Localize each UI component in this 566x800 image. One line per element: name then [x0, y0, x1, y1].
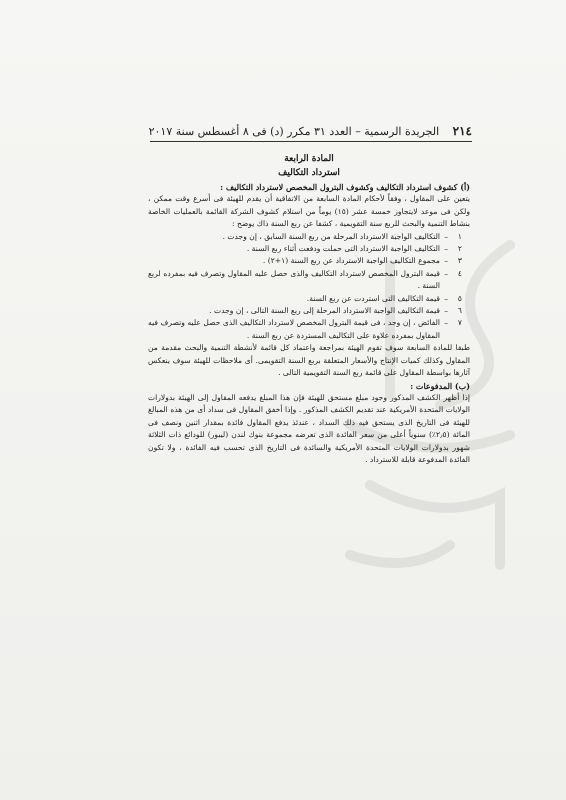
item-text: مجموع التكاليف الواجبة الاسترداد عن ربع السنة (١+٢) . — [262, 256, 440, 266]
article-subtitle: استرداد التكاليف — [278, 168, 340, 178]
section-b-heading: (ب) المدفوعات : — [410, 380, 470, 391]
list-item: ٦ – قيمة التكاليف الواجبة الاسترداد المرحلة إلى ربع السنة التالى ، إن وجدت . — [148, 305, 462, 317]
section-b-text: إذا أظهر الكشف المذكور وجود مبلغ مستحق للهيئة فإن هذا المبلغ يدفعه المقاول إلى الهيئة بدولارات الولايات المتحدة الأمريكية عند تقديم الكشف المذكور . وإذا أخفق المقاول فى سداد أى من هذه المبالغ للهيئة فى التاريخ الذى يستحق فيه ذلك السداد ، عندئذ يدفع المقاول فائدة بمقدار اثنين ونصف فى المائة (٢٫٥٪) سنوياً أعلى من سعر الفائدة الذى تعرضه مجموعة بنوك لندن (ليبور) للودائع ذات الثلاثة شهور بدولارات الولايات المتحدة الأمريكية والسائدة فى التاريخ الذى تحسب فيه الفائدة ، ولا تكون الفائدة المدفوعة قابلة للاسترداد . — [148, 392, 470, 464]
item-text: قيمة التكاليف التى استردت عن ربع السنة. — [306, 293, 440, 303]
list-item: ٥ – قيمة التكاليف التى استردت عن ربع السنة. — [148, 293, 462, 305]
page-number: ٢١٤ — [452, 124, 472, 138]
header-divider — [150, 141, 472, 142]
page-header — [150, 124, 472, 138]
item-text: التكاليف الواجبة الاسترداد التى حملت ودفعت أثناء ربع السنة . — [246, 244, 440, 254]
item-text: قيمة التكاليف الواجبة الاسترداد المرحلة إلى ربع السنة التالى ، إن وجدت . — [209, 306, 440, 316]
document-body — [148, 152, 470, 466]
cost-statement-list — [148, 231, 470, 343]
item-text: الفائض ، إن وجد ، فى قيمة البترول المخصص لاسترداد التكاليف الذى حصل عليه وتصرف فيه المقاول بمفرده علاوة على التكاليف المستردة عن ربع السنة . — [148, 318, 440, 340]
item-number: ٤ — [457, 268, 462, 278]
item-number: ٧ — [457, 318, 462, 328]
item-number: ٢ — [457, 244, 462, 254]
section-a-heading: (أ) كشوف استرداد التكاليف وكشوف البترول المخصص لاسترداد التكاليف : — [220, 182, 470, 192]
article-title: المادة الرابعة — [284, 154, 334, 164]
list-item: ٣ – مجموع التكاليف الواجبة الاسترداد عن ربع السنة (١+٢) . — [148, 255, 462, 267]
item-number: ١ — [457, 231, 462, 241]
section-a-closing: طبقا للمادة السابعة سوف تقوم الهيئة بمراجعة واعتماد كل قائمة لأنشطة التنمية والبحث مقدمة من المقاول وكذلك كميات الإنتاج والأسعار المتعلقة بربع السنة التقويمى. أى ملاحظات للهيئة سوف ينعكس آثارها بواسطة المقاول على قائمة ربع السنة التقويمية التالى . — [148, 343, 470, 378]
item-text: التكاليف الواجبة الاسترداد المرحلة من ربع السنة السابق ، إن وجدت . — [222, 231, 440, 241]
list-item: ٤ – قيمة البترول المخصص لاسترداد التكاليف والذى حصل عليه المقاول وتصرف فيه بمفرده لربع السنة . — [148, 268, 462, 293]
item-number: ٣ — [457, 256, 462, 266]
list-item: ٧ – الفائض ، إن وجد ، فى قيمة البترول المخصص لاسترداد التكاليف الذى حصل عليه وتصرف فيه المقاول بمفرده علاوة على التكاليف المستردة عن ربع السنة . — [148, 317, 462, 342]
gazette-line: الجريدة الرسمية – العدد ٣١ مكرر (د) فى ٨ أغسطس سنة ٢٠١٧ — [148, 125, 440, 138]
item-number: ٥ — [457, 293, 462, 303]
list-item: ٢ – التكاليف الواجبة الاسترداد التى حملت ودفعت أثناء ربع السنة . — [148, 243, 462, 255]
item-text: قيمة البترول المخصص لاسترداد التكاليف والذى حصل عليه المقاول وتصرف فيه بمفرده لربع السنة . — [148, 268, 440, 291]
item-number: ٦ — [457, 306, 462, 316]
section-a-intro: يتعين على المقاول ، وفقاً لأحكام المادة السابعة من الاتفاقية أن يقدم للهيئة فى أسرع وقت ممكن ، ولكن فى موعد لايتجاوز خمسة عشر (١٥) يوماً من استلام كشوف الشركة القائمة بالعمليات الخاصة بنشاط التنمية والبحث للربع سنة التقويمية ، كشفا عن ربع السنة ذاك يوضح : — [148, 194, 470, 229]
list-item: ١ – التكاليف الواجبة الاسترداد المرحلة من ربع السنة السابق ، إن وجدت . — [148, 231, 462, 243]
